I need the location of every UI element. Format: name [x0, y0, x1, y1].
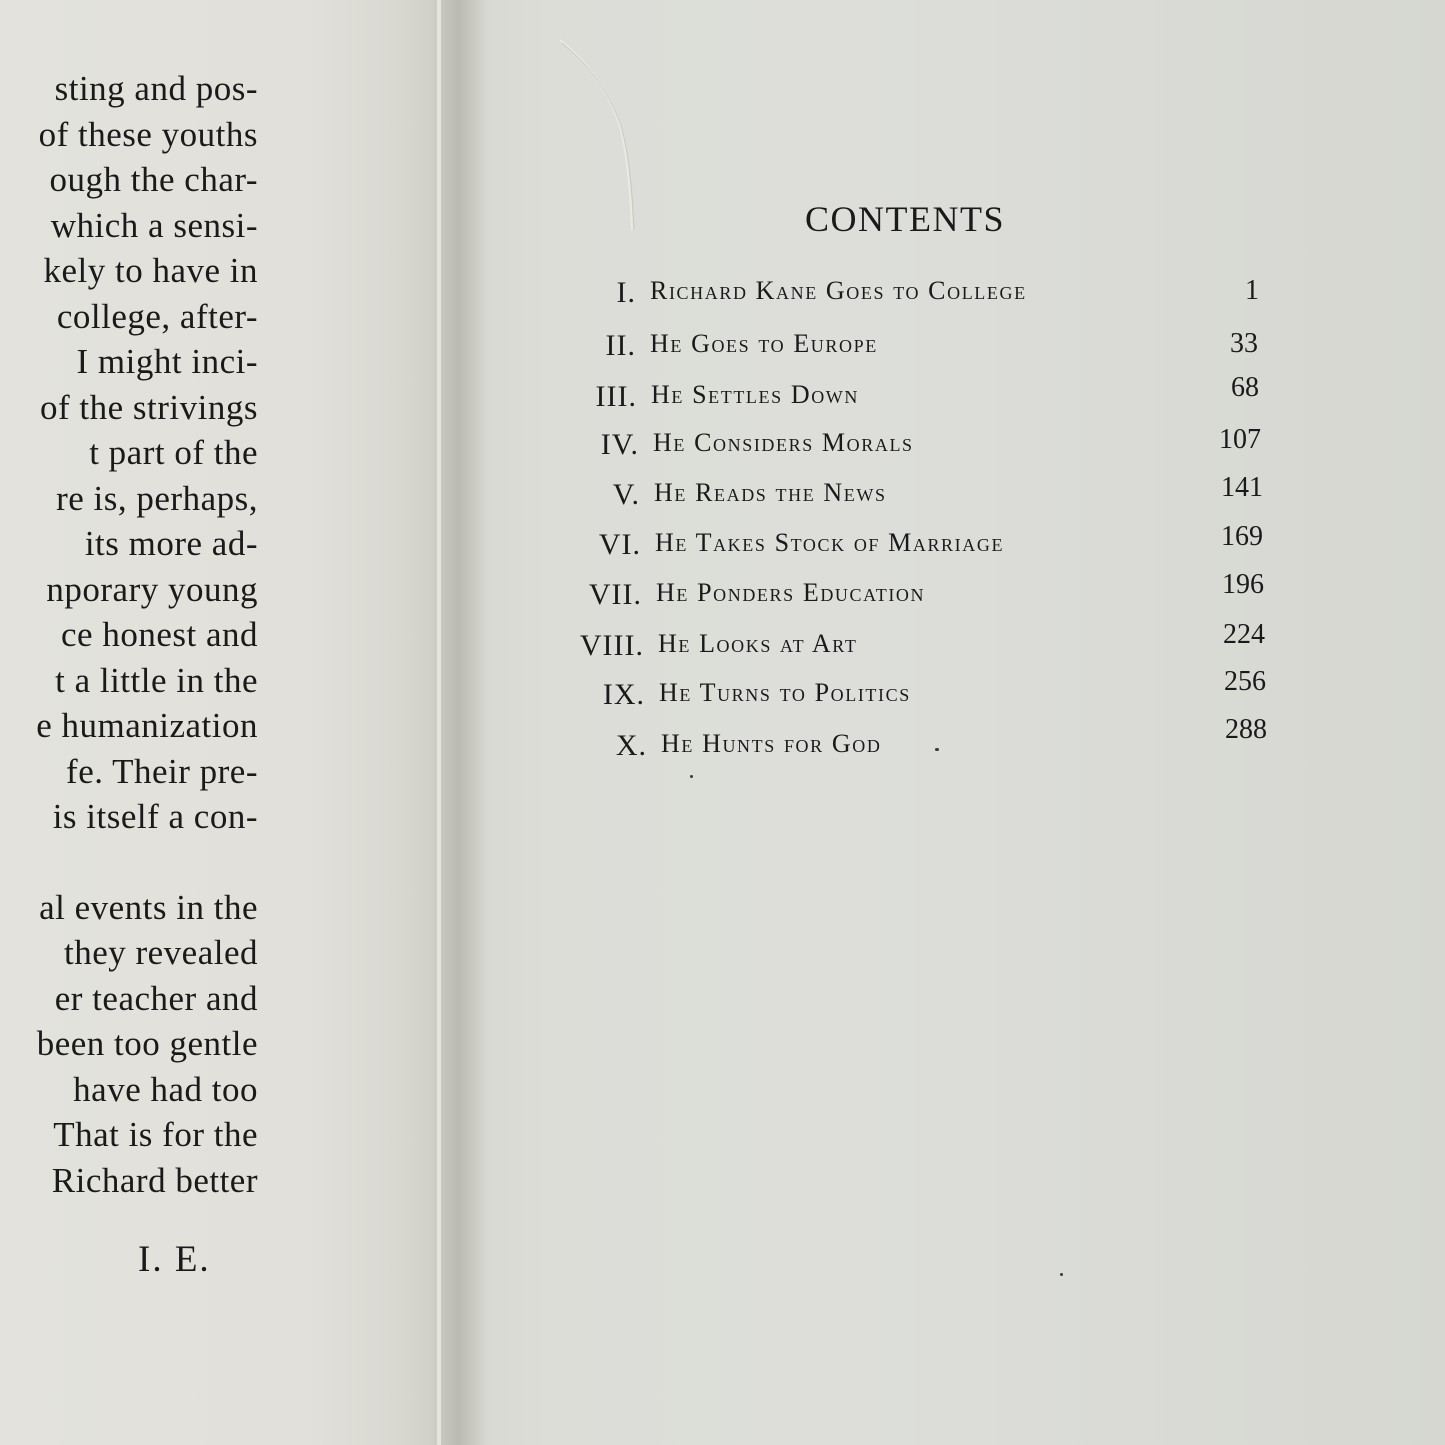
chapter-numeral: III. [595, 380, 637, 413]
chapter-page-number: 169 [1221, 521, 1263, 552]
toc-entry [616, 276, 1027, 316]
preface-line: have had too [73, 1069, 258, 1109]
paper-speck [1060, 1273, 1063, 1276]
preface-signature: I. E. [138, 1239, 211, 1280]
left-page [0, 0, 440, 1445]
toc-entry [595, 380, 859, 420]
preface-line: kely to have in [43, 251, 258, 290]
chapter-title: He Considers Morals [653, 428, 914, 457]
chapter-page-number: 1 [1245, 275, 1259, 306]
contents-heading: CONTENTS [805, 199, 1005, 239]
chapter-page-number: 224 [1223, 619, 1265, 650]
chapter-title: He Ponders Education [656, 578, 926, 607]
chapter-title: He Looks at Art [658, 629, 858, 658]
preface-line: e humanization [36, 706, 258, 745]
chapter-numeral: I. [616, 276, 636, 309]
paper-speck [690, 775, 693, 778]
chapter-numeral: IV. [600, 428, 639, 461]
preface-line: they revealed [63, 933, 258, 972]
chapter-numeral: VII. [588, 578, 642, 611]
preface-line: er teacher and [54, 978, 258, 1018]
chapter-title: He Takes Stock of Marriage [655, 528, 1005, 557]
chapter-page-number: 141 [1221, 472, 1263, 503]
preface-line: t a little in the [55, 660, 258, 700]
chapter-title: He Reads the News [654, 478, 887, 507]
paper-speck [935, 748, 939, 751]
preface-line: its more ad- [84, 524, 258, 563]
paragraph-gap [0, 840, 258, 885]
toc-entry [579, 629, 858, 669]
chapter-numeral: V. [612, 478, 640, 511]
chapter-page-number: 288 [1225, 714, 1267, 745]
preface-line: which a sensi- [50, 205, 258, 245]
preface-line: re is, perhaps, [56, 478, 258, 518]
chapter-numeral: II. [605, 329, 636, 362]
preface-line: of these youths [38, 114, 258, 154]
preface-line: is itself a con- [52, 797, 258, 836]
chapter-numeral: VIII. [579, 629, 644, 662]
preface-line: college, after- [56, 296, 258, 336]
preface-line: t part of the [89, 433, 258, 472]
toc-entry [602, 678, 911, 718]
toc-entry [605, 329, 878, 369]
chapter-title: He Settles Down [651, 380, 859, 409]
chapter-page-number: 33 [1230, 328, 1258, 359]
preface-line: fe. Their pre- [66, 751, 258, 791]
chapter-page-number: 68 [1231, 372, 1259, 403]
chapter-page-number: 196 [1222, 569, 1264, 600]
preface-line: That is for the [53, 1115, 258, 1154]
preface-line: ough the char- [49, 160, 258, 199]
preface-text [0, 66, 258, 1203]
toc-entry [600, 428, 914, 468]
preface-line: I might inci- [76, 342, 258, 381]
paper-crease [560, 0, 650, 230]
chapter-numeral: X. [615, 729, 647, 762]
preface-line: been too gentle [36, 1024, 258, 1063]
chapter-title: He Turns to Politics [659, 678, 911, 707]
chapter-title: He Hunts for God [661, 729, 882, 758]
preface-line: of the strivings [40, 387, 258, 427]
toc-entry [612, 478, 887, 518]
toc-entry [588, 578, 926, 618]
toc-entry [615, 729, 882, 769]
preface-line: sting and pos- [54, 69, 258, 108]
chapter-title: Richard Kane Goes to College [650, 276, 1027, 305]
page-edge [437, 0, 441, 1445]
preface-line: ce honest and [61, 615, 258, 654]
preface-line: al events in the [39, 887, 258, 927]
chapter-numeral: VI. [598, 528, 641, 561]
chapter-title: He Goes to Europe [650, 329, 878, 358]
toc-entry [598, 528, 1005, 568]
chapter-page-number: 107 [1219, 424, 1261, 455]
preface-line: nporary young [46, 569, 258, 609]
preface-line: Richard better [51, 1160, 258, 1200]
chapter-numeral: IX. [602, 678, 645, 711]
chapter-page-number: 256 [1224, 666, 1266, 697]
